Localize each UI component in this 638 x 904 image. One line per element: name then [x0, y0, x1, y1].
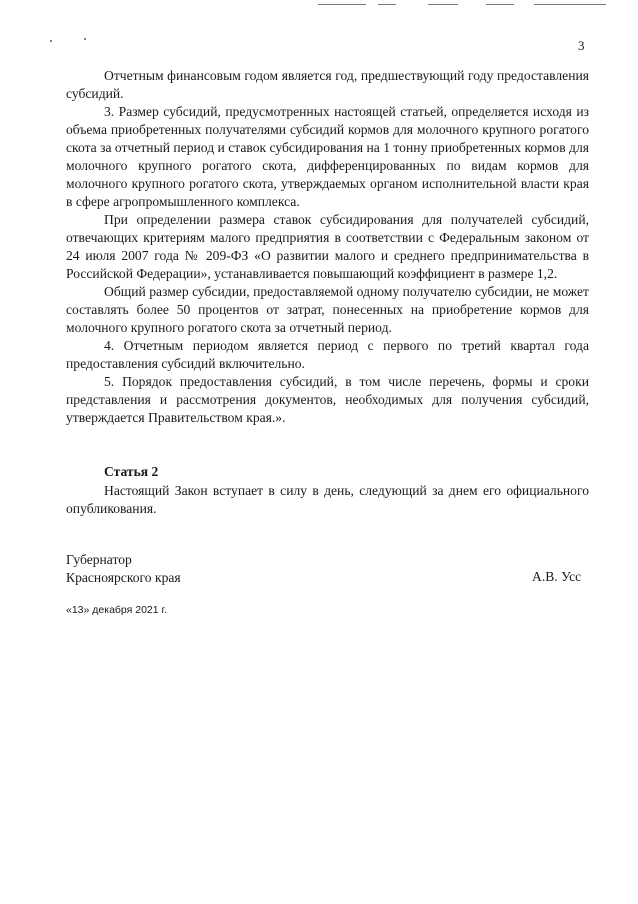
signatory-name: А.В. Усс — [532, 569, 582, 584]
body-paragraph: При определении размера ставок субсидирования для получателей субсидий, отвечающих критериям малого предприятия в соответствии с Федеральным законом от 24 июля 2007 года № 209-ФЗ «О развитии малого и среднего предпринимательства в Российской Федерации», устанавливается повышающий коэффициент в размере 1,2. — [66, 212, 589, 281]
scan-artifact-line — [318, 4, 366, 5]
scan-artifact-line — [378, 4, 396, 5]
signing-date: «13» декабря 2021 г. — [66, 604, 167, 616]
scan-artifact-dot — [84, 38, 86, 40]
signatory-position-line: Губернатор — [66, 552, 132, 567]
body-paragraph: Общий размер субсидии, предоставляемой одному получателю субсидии, не может составлять более 50 процентов от затрат, понесенных на приобретение кормов для молочного крупного рогатого скота за отчетный период. — [66, 284, 589, 335]
document-body — [66, 67, 589, 427]
scan-artifact-dot — [50, 40, 52, 42]
body-paragraph: 3. Размер субсидий, предусмотренных настоящей статьей, определяется исходя из объема приобретенных получателями субсидий кормов для молочного крупного рогатого скота за отчетный период и ставок субсидирования на 1 тонну приобретенных кормов для молочного крупного рогатого скота, дифференцированных по видам кормов для молочного крупного рогатого скота, утверждаемых органом исполнительной власти края в сфере агропромышленного комплекса. — [66, 104, 589, 209]
body-paragraph: Отчетным финансовым годом является год, предшествующий году предоставления субсидий. — [66, 68, 589, 101]
article-title: Статья 2 — [104, 464, 159, 479]
body-paragraph: 5. Порядок предоставления субсидий, в том числе перечень, формы и сроки представления и рассмотрения документов, необходимых для получения субсидий, утверждается Правительством края.». — [66, 374, 589, 425]
page-number: 3 — [578, 38, 585, 53]
scan-artifact-line — [534, 4, 606, 5]
body-paragraph: 4. Отчетным периодом является период с первого по третий квартал года предоставления субсидий включительно. — [66, 338, 589, 371]
article-body: Настоящий Закон вступает в силу в день, следующий за днем его официального опубликования. — [66, 483, 589, 516]
signatory-position — [66, 551, 181, 587]
signatory-position-line: Красноярского края — [66, 570, 181, 585]
scan-artifact-line — [428, 4, 458, 5]
scan-artifact-line — [486, 4, 514, 5]
